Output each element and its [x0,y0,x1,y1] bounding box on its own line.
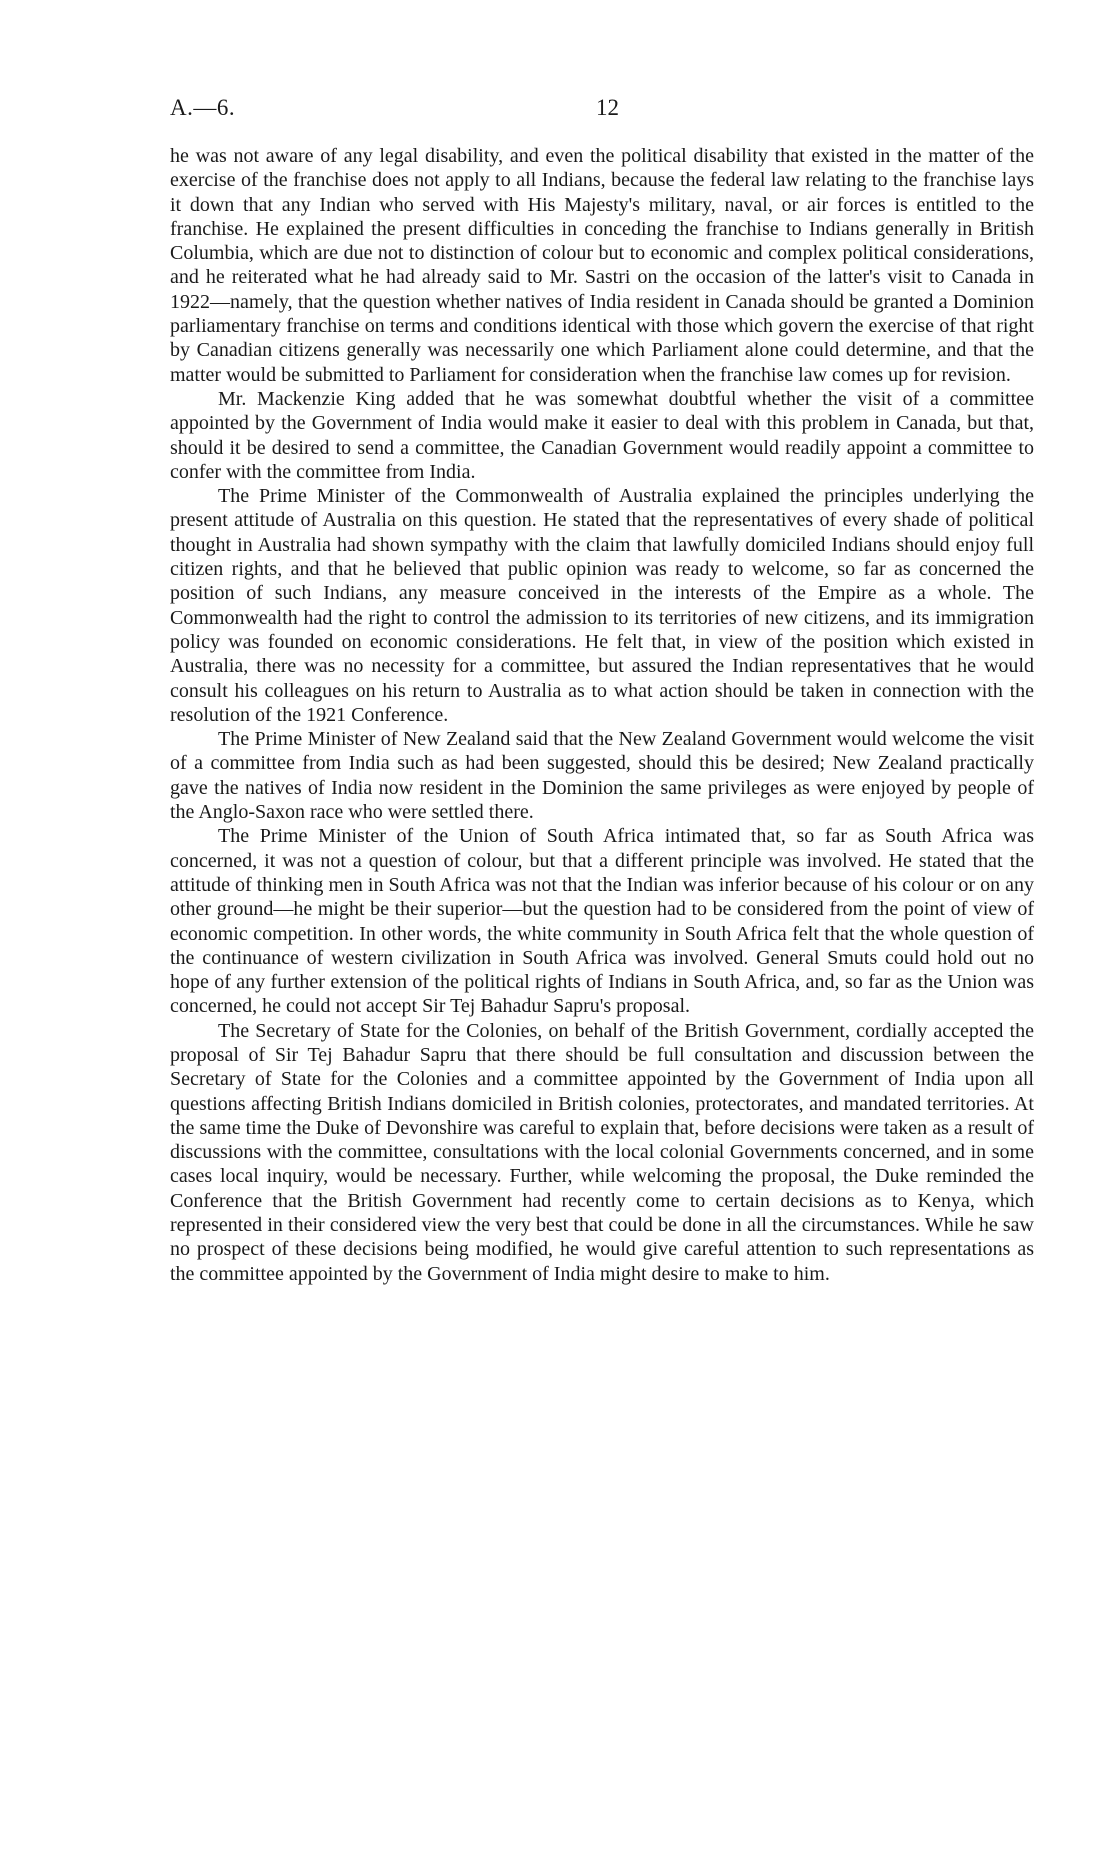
page-number: 12 [596,95,619,120]
page-header [170,95,1034,129]
paragraph-new-zealand: The Prime Minister of New Zealand said that the New Zealand Government would welcome the visit of a committee from India such as had been suggested, should this be desired; New Zealand practically gave the natives of India now resident in the Dominion the same privileges as were enjoyed by people of the Anglo-Saxon race who were settled there. [170,728,1034,824]
document-reference: A.—6. [170,95,236,120]
paragraph-australia: The Prime Minister of the Commonwealth of Australia explained the principles underlying the present attitude of Australia on this question. He stated that the representatives of every shade of political thought in Australia had shown sympathy with the claim that lawfully domiciled Indians should enjoy full citizen rights, and that he believed that public opinion was ready to welcome, so far as concerned the position of such Indians, any measure conceived in the interests of the Empire as a whole. The Commonwealth had the right to control the admission to its territories of new citizens, and its immigration policy was founded on economic considerations. He felt that, in view of the position which existed in Australia, there was no necessity for a committee, but assured the Indian representatives that he would consult his colleagues on his return to Australia as to what action should be taken in connection with the resolution of the 1921 Conference. [170,485,1034,726]
body-text [170,144,1034,1286]
paragraph-canada-franchise: he was not aware of any legal disability, and even the political disability that existed in the matter of the exercise of the franchise does not apply to all Indians, because the federal law relating to the franchise lays it down that any Indian who served with His Majesty's military, naval, or air forces is entitled to the franchise. He explained the present difficulties in conceding the franchise to Indians generally in British Columbia, which are due not to distinction of colour but to economic and complex political considerations, and he reiterated what he had already said to Mr. Sastri on the occasion of the latter's visit to Canada in 1922—namely, that the question whether natives of India resident in Canada should be granted a Dominion parliamentary franchise on terms and conditions identical with those which govern the exercise of that right by Canadian citizens generally was necessarily one which Parliament alone could determine, and that the matter would be submitted to Parliament for consideration when the franchise law comes up for revision. [170,145,1034,386]
paragraph-mackenzie-king: Mr. Mackenzie King added that he was somewhat doubtful whether the visit of a committee appointed by the Government of India would make it easier to deal with this problem in Canada, but that, should it be desired to send a committee, the Canadian Government would readily appoint a committee to confer with the committee from India. [170,387,1034,483]
paragraph-secretary-of-state: The Secretary of State for the Colonies, on behalf of the British Government, cordially accepted the proposal of Sir Tej Bahadur Sapru that there should be full consultation and discussion between the Secretary of State for the Colonies and a committee appointed by the Government of India upon all questions affecting British Indians domiciled in British colonies, protectorates, and mandated territories. At the same time the Duke of Devonshire was careful to explain that, before decisions were taken as a result of discussions with the committee, consultations with the local colonial Governments concerned, and in some cases local inquiry, would be necessary. Further, while welcoming the proposal, the Duke reminded the Conference that the British Government had recently come to certain decisions as to Kenya, which represented in their considered view the very best that could be done in all the circumstances. While he saw no prospect of these decisions being modified, he would give careful attention to such representations as the committee appointed by the Government of India might desire to make to him. [170,1019,1034,1285]
paragraph-south-africa: The Prime Minister of the Union of South Africa intimated that, so far as South Africa was concerned, it was not a question of colour, but that a different principle was involved. He stated that the attitude of thinking men in South Africa was not that the Indian was inferior because of his colour or on any other ground—he might be their superior—but the question had to be considered from the point of view of economic competition. In other words, the white community in South Africa felt that the whole question of the continuance of western civilization in South Africa was involved. General Smuts could hold out no hope of any further extension of the political rights of Indians in South Africa, and, so far as the Union was concerned, he could not accept Sir Tej Bahadur Sapru's proposal. [170,825,1034,1018]
